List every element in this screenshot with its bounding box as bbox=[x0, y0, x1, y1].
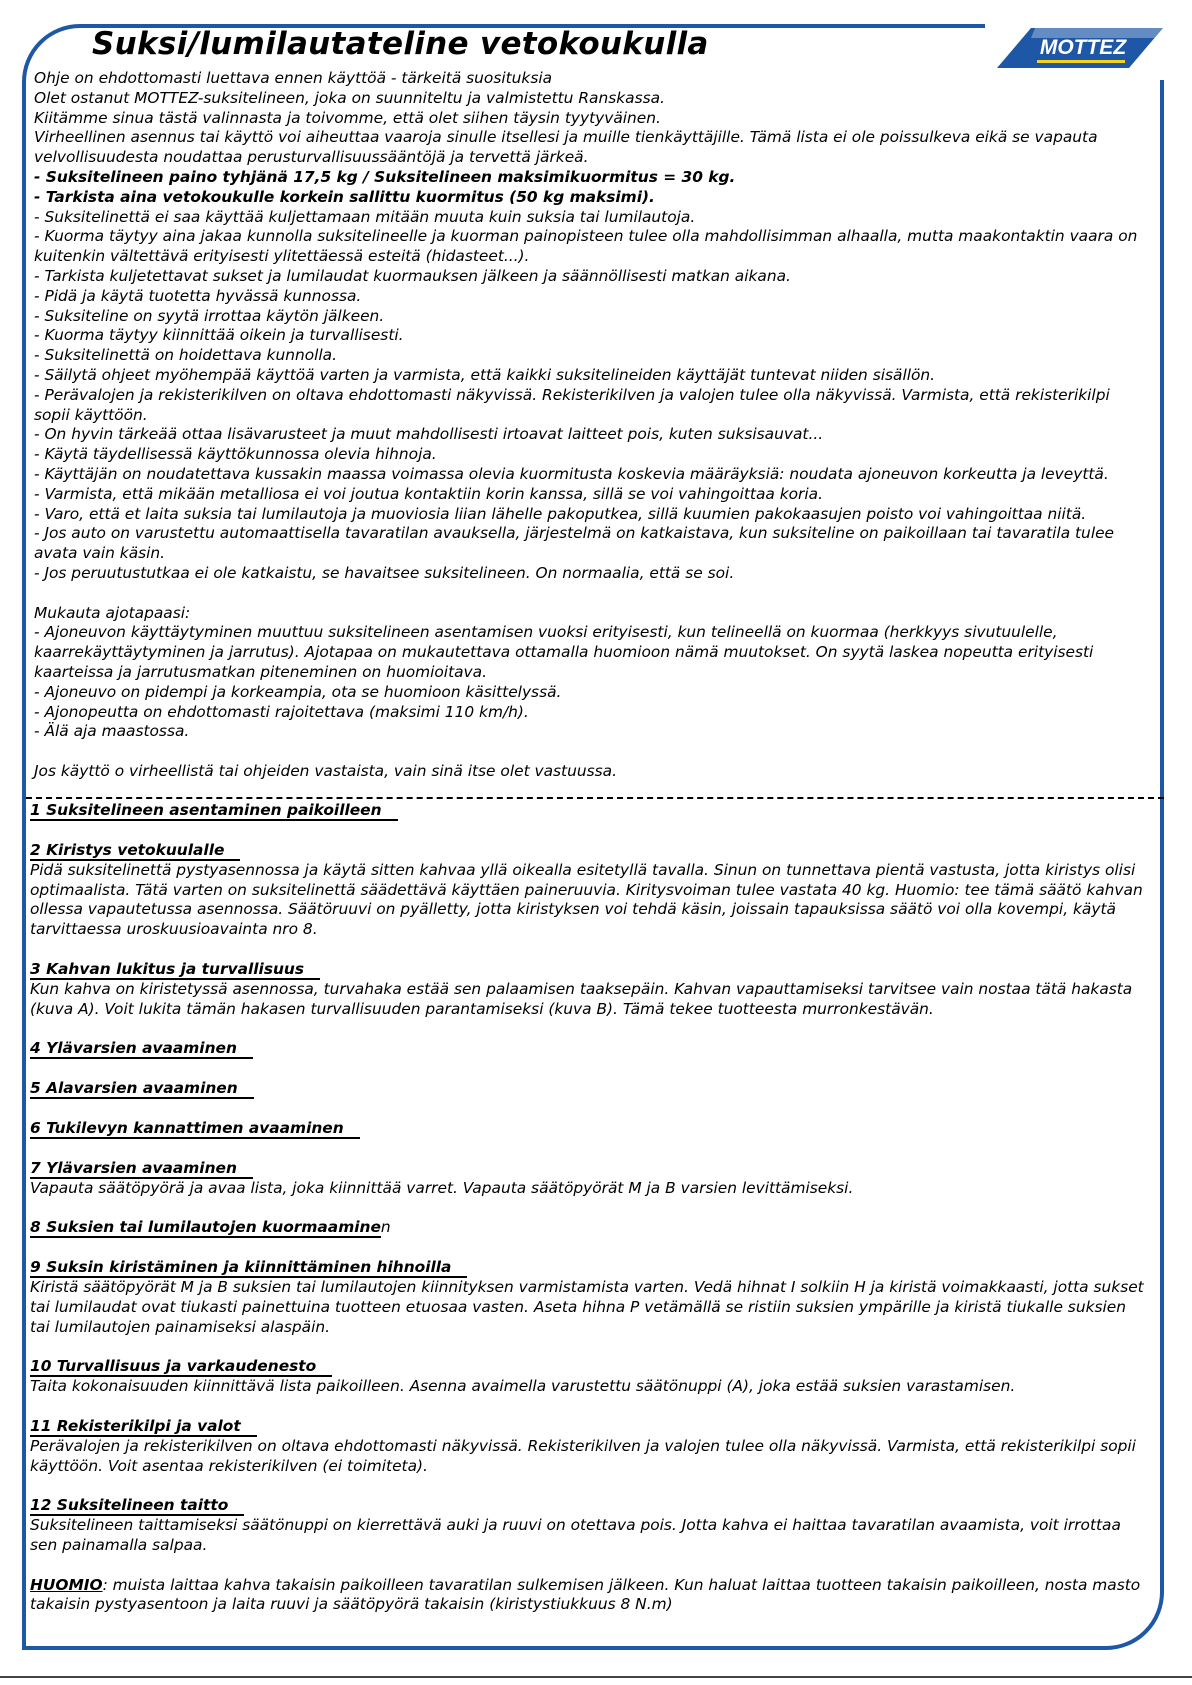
step-heading: 3 Kahvan lukitus ja turvallisuus bbox=[30, 960, 320, 980]
dashed-divider bbox=[26, 797, 1164, 799]
step-11 bbox=[30, 1417, 1144, 1477]
huomio-label: HUOMIO bbox=[30, 1575, 103, 1594]
step-heading: 8 Suksien tai lumilautojen kuormaamine bbox=[30, 1218, 381, 1237]
safety-instructions bbox=[34, 69, 1144, 782]
assembly-steps bbox=[30, 801, 1144, 1635]
responsibility-note: Jos käyttö o virheellistä tai ohjeiden vastaista, vain sinä itse olet vastuussa. bbox=[34, 761, 617, 780]
bullet-item: - Käytä täydellisessä käyttökunnossa olevia hihnoja. bbox=[34, 445, 437, 464]
step-heading: 5 Alavarsien avaaminen bbox=[30, 1079, 254, 1099]
step-2 bbox=[30, 841, 1144, 940]
step-heading-suffix: n bbox=[380, 1218, 391, 1237]
page-title: Suksi/lumilautateline vetokoukulla bbox=[92, 26, 709, 62]
intro-line: Virheellinen asennus tai käyttö voi aiheuttaa vaaroja sinulle itsellesi ja muille tienkäyttäjille. Tämä lista ei ole poissulkeva eikä se vapauta velvollisuudesta noudattaa perusturvallisuussääntöjä ja tervettä järkeä. bbox=[34, 128, 1098, 167]
towbar-load-warning: - Tarkista aina vetokoukulle korkein sallittu kuormitus (50 kg maksimi). bbox=[34, 187, 655, 206]
step-text: Kun kahva on kiristetyssä asennossa, turvahaka estää sen palaamisen taaksepäin. Kahvan vapauttamiseksi tarvitsee vain nostaa tätä hakasta (kuva A). Voit lukita tämän hakasen turvallisuuden parantamiseksi (kuva B). Tämä tekee tuotteesta murronkestävän. bbox=[30, 979, 1133, 1018]
intro-line: Kiitämme sinua tästä valinnasta ja toivomme, että olet siihen täysin tyytyväinen. bbox=[34, 108, 661, 127]
huomio-text: : muista laittaa kahva takaisin paikoilleen tavaratilan sulkemisen jälkeen. Kun haluat laittaa tuotteen takaisin paikoilleen, nosta masto takaisin pystyasentoon ja laita ruuvi ja säätöpyörä takaisin (kiristystiukkuus 8 N.m) bbox=[30, 1575, 1141, 1614]
bullet-item: - Jos peruutustutkaa ei ole katkaistu, se havaitsee suksitelineen. On normaalia, että se soi. bbox=[34, 563, 735, 582]
step-heading: 6 Tukilevyn kannattimen avaaminen bbox=[30, 1119, 360, 1139]
mottez-logo bbox=[995, 22, 1163, 74]
step-3 bbox=[30, 960, 1144, 1020]
bullet-item: - Perävalojen ja rekisterikilven on oltava ehdottomasti näkyvissä. Rekisterikilven ja valojen tulee olla näkyvissä. Varmista, että rekisterikilpi sopii käyttöön. bbox=[34, 385, 1110, 424]
bullet-item: - Tarkista kuljetettavat sukset ja lumilaudat kuormauksen jälkeen ja säännöllisesti matkan aikana. bbox=[34, 266, 791, 285]
step-7 bbox=[30, 1159, 1144, 1199]
bullet-item: - Suksitelinettä on hoidettava kunnolla. bbox=[34, 346, 337, 365]
bullet-item: - Varmista, että mikään metalliosa ei voi joutua kontaktiin korin kanssa, sillä se voi vahingoittaa koria. bbox=[34, 484, 823, 503]
bullet-item: - Varo, että et laita suksia tai lumilautoja ja muoviosia liian lähelle pakoputkea, sillä kuumien pakokaasujen poisto voi vahingoittaa niitä. bbox=[34, 504, 1087, 523]
bullet-item: - Suksiteline on syytä irrottaa käytön jälkeen. bbox=[34, 306, 385, 325]
step-8 bbox=[30, 1218, 1144, 1238]
bullet-item: - Säilytä ohjeet myöhempää käyttöä varten ja varmista, että kaikki suksitelineiden käyttäjät tuntevat niiden sisällön. bbox=[34, 365, 936, 384]
weight-warning: - Suksitelineen paino tyhjänä 17,5 kg / Suksitelineen maksimikuormitus = 30 kg. bbox=[34, 167, 736, 186]
step-text: Taita kokonaisuuden kiinnittävä lista paikoilleen. Asenna avaimella varustettu säätönuppi (A), joka estää suksien varastamisen. bbox=[30, 1377, 1016, 1396]
bullet-item: - Kuorma täytyy kiinnittää oikein ja turvallisesti. bbox=[34, 326, 404, 345]
bullet-item: - Jos auto on varustettu automaattisella tavaratilan avauksella, järjestelmä on katkaistava, kun suksiteline on paikoillaan tai tavaratila tulee avata vain käsin. bbox=[34, 524, 1115, 563]
step-heading: 4 Ylävarsien avaaminen bbox=[30, 1039, 253, 1059]
bullet-item: - Suksitelinettä ei saa käyttää kuljettamaan mitään muuta kuin suksia tai lumilautoja. bbox=[34, 207, 696, 226]
huomio-note bbox=[30, 1576, 1144, 1616]
driving-heading: Mukauta ajotapaasi: bbox=[34, 603, 191, 622]
step-6 bbox=[30, 1119, 1144, 1139]
bullet-item: - On hyvin tärkeää ottaa lisävarusteet ja muut mahdollisesti irtoavat laitteet pois, kuten suksisauvat... bbox=[34, 425, 824, 444]
step-heading: 9 Suksin kiristäminen ja kiinnittäminen hihnoilla bbox=[30, 1258, 467, 1278]
step-heading: 7 Ylävarsien avaaminen bbox=[30, 1159, 253, 1179]
driving-item: - Ajoneuvo on pidempi ja korkeampia, ota se huomioon käsittelyssä. bbox=[34, 682, 562, 701]
step-4 bbox=[30, 1039, 1144, 1059]
step-12 bbox=[30, 1496, 1144, 1556]
step-1 bbox=[30, 801, 1144, 821]
driving-item: - Ajoneuvon käyttäytyminen muuttuu suksitelineen asentamisen vuoksi erityisesti, kun telineellä on kuormaa (herkkyys sivutuulelle, kaarrekäyttäytyminen ja jarrutus). Ajotapaa on mukautettava ottamalla huomioon nämä muutokset. On syytä laskea nopeutta erityisesti kaarteissa ja jarrutusmatkan piteneminen on huomioitava. bbox=[34, 623, 1094, 681]
bullet-item: - Pidä ja käytä tuotetta hyvässä kunnossa. bbox=[34, 286, 362, 305]
step-text: Pidä suksitelinettä pystyasennossa ja käytä sitten kahvaa yllä oikealla esitetyllä tavalla. Sinun on tunnettava pientä vastusta, jotta kiristys olisi optimaalista. Tätä varten on suksitelinettä säädettävä käyttäen paineruuvia. Kiritysvoiman tulee vastata 40 kg. Huomio: tee tämä säätö kahvan ollessa vapautetussa asennossa. Säätöruuvi on pyälletty, jotta kiristyksen voi tehdä käsin, joissain tapauksissa säätö voi olla kovempi, käytä tarvittaessa uroskuusioavainta nro 8. bbox=[30, 860, 1143, 939]
step-text: Kiristä säätöpyörät M ja B suksien tai lumilautojen kiinnityksen varmistamista varten. Vedä hihnat I solkiin H ja kiristä voimakkaasti, jotta sukset tai lumilaudat ovat tiukasti painettuina tuotteen etuosaa vasten. Aseta hihna P vetämällä se ristiin suksien ympärille ja kiristä tiukalle suksien tai lumilautojen painamiseksi alaspäin. bbox=[30, 1277, 1144, 1336]
intro-line: Ohje on ehdottomasti luettava ennen käyttöä - tärkeitä suosituksia bbox=[34, 69, 553, 87]
step-heading: 1 Suksitelineen asentaminen paikoilleen bbox=[30, 801, 398, 821]
step-text: Vapauta säätöpyörä ja avaa lista, joka kiinnittää varret. Vapauta säätöpyörät M ja B varsien levittämiseksi. bbox=[30, 1178, 854, 1197]
step-text: Suksitelineen taittamiseksi säätönuppi on kierrettävä auki ja ruuvi on otettava pois. Jotta kahva ei haittaa tavaratilan avaamista, voit irrottaa sen painamalla salpaa. bbox=[30, 1516, 1121, 1554]
step-10 bbox=[30, 1357, 1144, 1397]
step-5 bbox=[30, 1079, 1144, 1099]
intro-line: Olet ostanut MOTTEZ-suksitelineen, joka on suunniteltu ja valmistettu Ranskassa. bbox=[34, 88, 665, 107]
logo-text: MOTTEZ bbox=[1039, 36, 1127, 59]
step-heading: 10 Turvallisuus ja varkaudenesto bbox=[30, 1357, 332, 1377]
step-heading: 12 Suksitelineen taitto bbox=[30, 1496, 244, 1516]
bottom-rule bbox=[0, 1676, 1192, 1678]
step-text: Perävalojen ja rekisterikilven on oltava ehdottomasti näkyvissä. Rekisterikilven ja valojen tulee olla näkyvissä. Varmista, että rekisterikilpi sopii käyttöön. Voit asentaa rekisterikilven (ei toimiteta). bbox=[30, 1436, 1136, 1475]
driving-item: - Älä aja maastossa. bbox=[34, 722, 190, 741]
step-9 bbox=[30, 1258, 1144, 1337]
bullet-item: - Kuorma täytyy aina jakaa kunnolla suksitelineelle ja kuorman painopisteen tulee olla mahdollisimman alhaalla, mutta maakontaktin vaara on kuitenkin vältettävä erityisesti ylitettäessä esteitä (hidasteet...). bbox=[34, 227, 1138, 266]
step-heading: 2 Kiristys vetokuulalle bbox=[30, 841, 240, 861]
bullet-item: - Käyttäjän on noudatettava kussakin maassa voimassa olevia kuormitusta koskevia määräyksiä: noudata ajoneuvon korkeutta ja leveyttä. bbox=[34, 464, 1109, 483]
step-heading: 11 Rekisterikilpi ja valot bbox=[30, 1417, 257, 1437]
driving-item: - Ajonopeutta on ehdottomasti rajoitettava (maksimi 110 km/h). bbox=[34, 702, 529, 721]
